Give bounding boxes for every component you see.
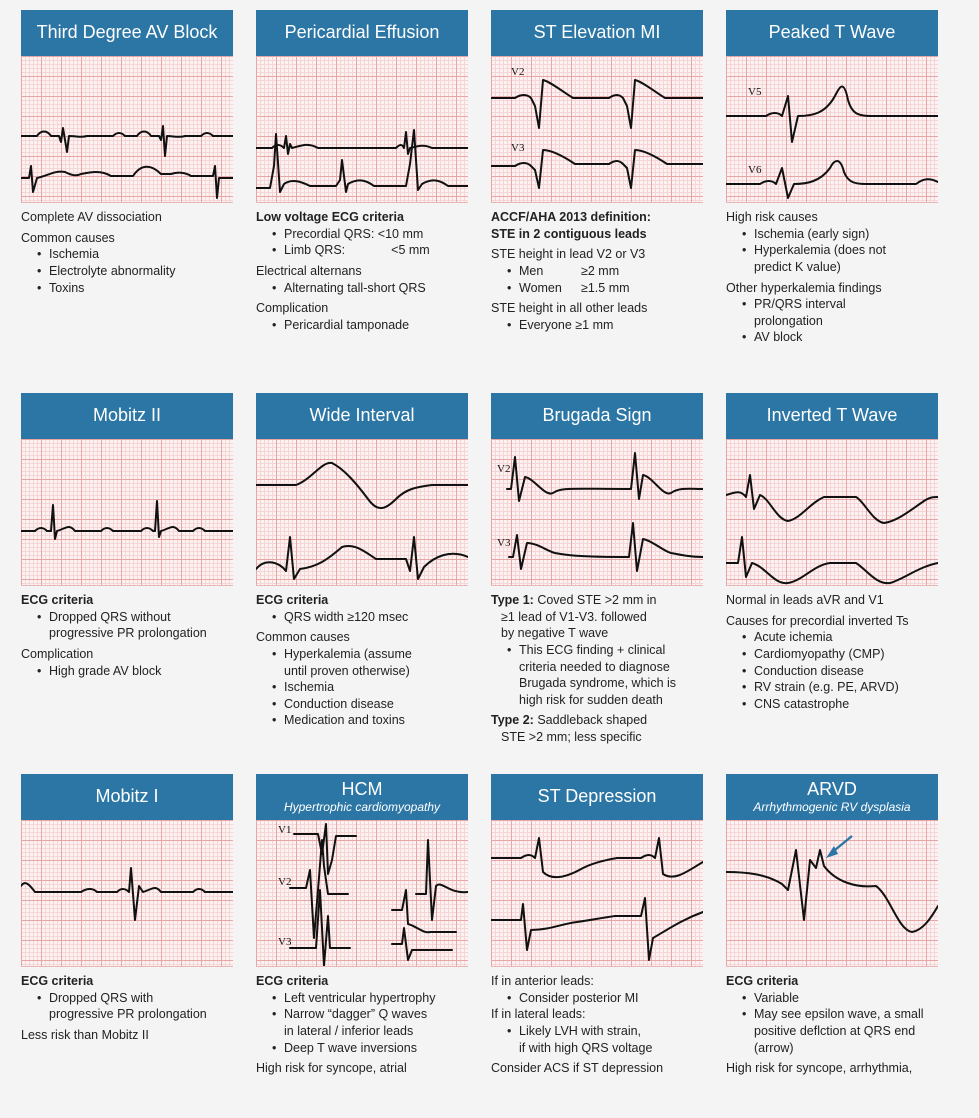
ecg-trace-upper: [256, 463, 468, 508]
card-title: ST Elevation MI: [533, 22, 661, 43]
desc-line: STE height in all other leads: [491, 301, 648, 316]
card-header: [256, 10, 468, 56]
desc-line: If in lateral leads:: [491, 1007, 586, 1022]
ecg-trace: [21, 868, 233, 920]
card-title: ARVD: [807, 778, 857, 799]
desc-line: Common causes: [21, 230, 115, 245]
desc-bullet: • QRS width ≥120 msec: [256, 609, 468, 626]
ecg-strip: [726, 439, 938, 586]
desc-line: High risk causes: [726, 210, 818, 224]
ecg-trace-v3: [509, 523, 703, 571]
card-header: [21, 774, 233, 820]
desc-bullet-continuation: predict K value): [754, 259, 841, 274]
ecg-trace-r1: [416, 840, 468, 920]
desc-bullet: • Deep T wave inversions: [256, 1040, 468, 1057]
desc-heading: ECG criteria: [256, 593, 329, 607]
ecg-trace-v2: [290, 840, 348, 938]
card-header: [256, 774, 468, 820]
desc-bullet: • Ischemia: [256, 679, 468, 696]
desc-bullet: • Everyone ≥1 mm: [491, 317, 703, 334]
desc-line: Common causes: [256, 630, 350, 645]
ecg-strip: [256, 820, 468, 967]
desc-line: If in anterior leads:: [491, 974, 594, 988]
desc-heading: Low voltage ECG criteria: [256, 210, 404, 224]
desc-line: Consider ACS if ST depression: [491, 1061, 664, 1076]
card-arvd: [726, 774, 938, 1077]
desc-line: Normal in leads aVR and V1: [726, 593, 884, 607]
card-title: Mobitz I: [95, 786, 159, 807]
desc-bullet-continuation: progressive PR prolongation: [49, 626, 207, 641]
desc-bullet: • Hyperkalemia (assume: [256, 646, 468, 663]
desc-type-text: Coved STE >2 mm in: [537, 593, 657, 607]
desc-bullet: • Hyperkalemia (does not: [726, 242, 938, 259]
desc-bullet: • Narrow “dagger” Q waves: [256, 1006, 468, 1023]
desc-bullet: • Cardiomyopathy (CMP): [726, 646, 938, 663]
lead-label-v1: V1: [278, 824, 292, 836]
desc-line: Other hyperkalemia findings: [726, 280, 882, 295]
desc-line: [491, 712, 703, 729]
desc-heading: STE in 2 contiguous leads: [491, 226, 647, 241]
ecg-strip: [256, 439, 468, 586]
ecg-strip: [491, 820, 703, 967]
ecg-trace-lower: [21, 166, 233, 198]
desc-line: Electrical alternans: [256, 263, 362, 278]
desc-type-text: Saddleback shaped: [537, 713, 648, 728]
desc-bullet: • Acute ichemia: [726, 629, 938, 646]
ecg-trace-v3: [491, 150, 703, 188]
card-header: [21, 10, 233, 56]
card-header: [726, 393, 938, 439]
desc-bullet: • PR/QRS interval: [726, 296, 938, 313]
desc-line: STE >2 mm; less specific: [501, 730, 642, 744]
desc-bullet: • Medication and toxins: [256, 712, 468, 729]
ecg-strip: [491, 56, 703, 203]
desc-bullet-label: Limb QRS:: [284, 243, 346, 258]
desc-bullet-continuation: Brugada syndrome, which is: [519, 676, 677, 691]
desc-bullet: • Precordial QRS: <10 mm: [256, 226, 468, 243]
ecg-trace-r2: [392, 890, 456, 932]
ecg-strip: [21, 439, 233, 586]
lead-label-v3: V3: [511, 142, 525, 154]
desc-bullet-continuation: positive deflction at QRS end: [754, 1023, 916, 1038]
desc-bullet: • RV strain (e.g. PE, ARVD): [726, 679, 938, 696]
desc-bullet-continuation: high risk for sudden death: [519, 692, 663, 707]
card-st-elevation-mi: [491, 10, 703, 333]
desc-bullet: • Likely LVH with strain,: [491, 1023, 703, 1040]
desc-heading: ECG criteria: [726, 974, 799, 988]
desc-bullet: [491, 280, 703, 297]
card-header: [491, 774, 703, 820]
card-peaked-t-wave: [726, 10, 938, 346]
desc-line: High risk for syncope, atrial: [256, 1061, 407, 1076]
card-header: [491, 10, 703, 56]
ecg-trace-v2: [491, 80, 703, 128]
desc-bullet: • Dropped QRS without: [21, 609, 233, 626]
card-wide-interval: [256, 393, 468, 729]
ecg-strip: [21, 820, 233, 967]
ecg-trace-upper: [491, 838, 703, 877]
desc-type-label: Type 1:: [491, 593, 534, 607]
desc-heading: ECG criteria: [256, 974, 329, 988]
desc-bullet: • May see epsilon wave, a small: [726, 1006, 938, 1023]
desc-bullet-continuation: if with high QRS voltage: [519, 1040, 653, 1055]
lead-label-v2: V2: [511, 66, 525, 78]
desc-bullet: • Conduction disease: [256, 696, 468, 713]
ecg-trace-upper: [256, 132, 468, 154]
desc-bullet: • Pericardial tamponade: [256, 317, 468, 334]
card-title: Peaked T Wave: [768, 22, 896, 43]
desc-heading: ECG criteria: [21, 593, 94, 607]
desc-line: Causes for precordial inverted Ts: [726, 613, 909, 628]
ecg-trace-upper: [21, 126, 233, 156]
desc-bullet-value: <5 mm: [391, 243, 430, 258]
desc-bullet: • CNS catastrophe: [726, 696, 938, 713]
desc-bullet: • Electrolyte abnormality: [21, 263, 233, 280]
desc-bullet: • Left ventricular hypertrophy: [256, 990, 468, 1007]
ecg-trace-v3: [290, 890, 350, 966]
card-mobitz-ii: [21, 393, 233, 679]
lead-label-v3: V3: [497, 537, 511, 549]
arrow-icon: [826, 836, 852, 858]
desc-bullet-label: Women: [519, 280, 562, 295]
desc-bullet: • High grade AV block: [21, 663, 233, 680]
desc-bullet: [491, 263, 703, 280]
card-brugada-sign: [491, 393, 703, 746]
desc-line: Complete AV dissociation: [21, 210, 162, 224]
card-title: ST Depression: [537, 786, 657, 807]
desc-bullet-continuation: until proven otherwise): [284, 663, 410, 678]
ecg-trace-lower: [256, 537, 468, 579]
card-pericardial-effusion: [256, 10, 468, 333]
desc-line: ≥1 lead of V1-V3. followed: [501, 609, 647, 624]
desc-bullet-value: ≥1.5 mm: [581, 280, 630, 295]
lead-label-v2: V2: [497, 463, 511, 475]
ecg-trace: [726, 850, 938, 932]
desc-bullet: • Toxins: [21, 280, 233, 297]
desc-line: Complication: [21, 646, 94, 661]
desc-line: STE height in lead V2 or V3: [491, 247, 646, 262]
desc-bullet-continuation: (arrow): [754, 1040, 794, 1055]
ecg-strip: [21, 56, 233, 203]
card-title: Inverted T Wave: [766, 405, 898, 426]
card-header: [726, 774, 938, 820]
card-header: [21, 393, 233, 439]
desc-bullet-continuation: prolongation: [754, 313, 823, 328]
card-title: Pericardial Effusion: [284, 22, 440, 43]
desc-bullet-value: ≥2 mm: [581, 263, 620, 278]
ecg-trace-v6: [726, 161, 938, 198]
desc-bullet-continuation: in lateral / inferior leads: [284, 1023, 414, 1038]
desc-bullet: • Consider posterior MI: [491, 990, 703, 1007]
desc-bullet: • AV block: [726, 329, 938, 346]
card-st-depression: [491, 774, 703, 1077]
ecg-strip: [256, 56, 468, 203]
desc-line: Complication: [256, 301, 329, 316]
card-title: Third Degree AV Block: [36, 22, 218, 43]
ecg-trace: [21, 501, 233, 539]
desc-line: High risk for syncope, arrhythmia,: [726, 1061, 913, 1076]
desc-bullet-label: Men: [519, 263, 544, 278]
desc-line: Less risk than Mobitz II: [21, 1027, 149, 1042]
card-title: Brugada Sign: [542, 405, 652, 426]
desc-bullet: [256, 242, 468, 259]
ecg-trace-v5: [726, 87, 938, 143]
card-subtitle: Arrhythmogenic RV dysplasia: [753, 800, 911, 815]
card-header: [491, 393, 703, 439]
ecg-trace-upper: [726, 475, 938, 523]
desc-heading: ECG criteria: [21, 974, 94, 988]
desc-bullet: • This ECG finding + clinical: [491, 642, 703, 659]
ecg-strip: [726, 56, 938, 203]
card-mobitz-i: [21, 774, 233, 1044]
card-title: Mobitz II: [92, 405, 162, 426]
desc-bullet: • Variable: [726, 990, 938, 1007]
desc-bullet: • Alternating tall-short QRS: [256, 280, 468, 297]
desc-bullet-continuation: progressive PR prolongation: [49, 1007, 207, 1022]
desc-bullet: • Dropped QRS with: [21, 990, 233, 1007]
ecg-trace-lower: [726, 537, 938, 583]
desc-line: by negative T wave: [501, 626, 609, 641]
desc-type-label: Type 2:: [491, 713, 534, 728]
ecg-strip: [491, 439, 703, 586]
desc-bullet: • Ischemia (early sign): [726, 226, 938, 243]
card-header: [726, 10, 938, 56]
desc-line: [491, 592, 703, 609]
card-hcm: [256, 774, 468, 1077]
lead-label-v6: V6: [748, 164, 762, 176]
lead-label-v2: V2: [278, 876, 292, 888]
card-third-degree-av-block: [21, 10, 233, 296]
card-title: Wide Interval: [309, 405, 415, 426]
desc-bullet: • Ischemia: [21, 246, 233, 263]
ecg-trace-lower: [491, 898, 703, 960]
desc-heading: ACCF/AHA 2013 definition:: [491, 210, 651, 224]
card-header: [256, 393, 468, 439]
desc-bullet-continuation: criteria needed to diagnose: [519, 659, 670, 674]
ecg-trace-lower: [256, 130, 468, 192]
card-inverted-t-wave: [726, 393, 938, 712]
lead-label-v5: V5: [748, 86, 762, 98]
desc-bullet: • Conduction disease: [726, 663, 938, 680]
card-subtitle: Hypertrophic cardiomyopathy: [283, 800, 441, 815]
card-title: HCM: [341, 778, 383, 799]
ecg-strip: [726, 820, 938, 967]
ecg-trace-v2: [507, 453, 703, 501]
lead-label-v3: V3: [278, 936, 292, 948]
